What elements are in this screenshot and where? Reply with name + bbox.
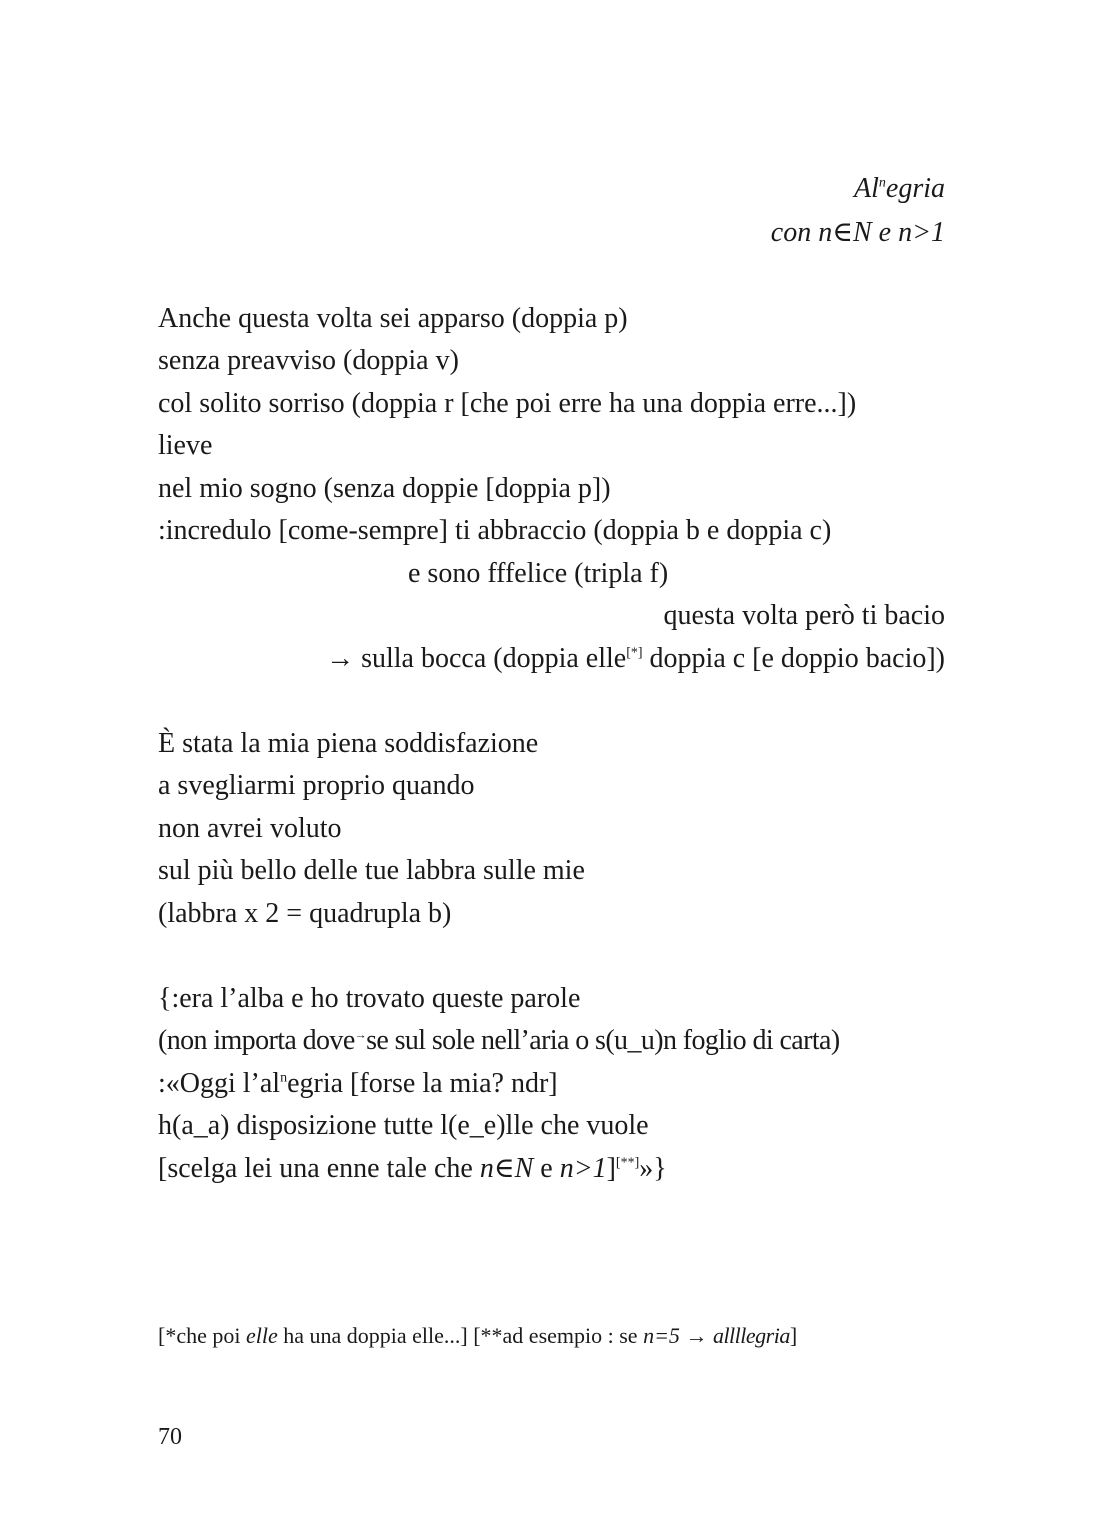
subtitle-con: con <box>770 217 819 248</box>
line9-part-b: doppia c [e doppio bacio]) <box>642 643 945 674</box>
line3-part-b: egria [forse la mia? ndr] <box>287 1068 558 1099</box>
title-superscript: n <box>878 175 886 191</box>
line5-part-a: [scelga lei una enne tale che <box>158 1153 480 1184</box>
subtitle-e: e <box>871 217 899 248</box>
subtitle-element-of: ∈ <box>832 217 853 248</box>
subtitle-n: n <box>818 217 833 248</box>
stanza2-line3: non avrei voluto <box>158 813 342 844</box>
line5-set-N: N <box>514 1153 534 1184</box>
stanza2-line5: (labbra x 2 = quadrupla b) <box>158 898 452 929</box>
footnote-part-b: ha una doppia elle...] [**ad esempio : se <box>277 1323 644 1348</box>
stanza1-line7: e sono fffelice (tripla f) <box>408 558 669 589</box>
stanza1-line4: lieve <box>158 430 213 461</box>
footnote-word: allllegria <box>712 1323 790 1348</box>
line2-part-b: se sul sole nell’aria o s(u_u)n foglio di carta) <box>366 1025 840 1056</box>
line5-element-of: ∈ <box>493 1153 515 1184</box>
stanza1-line2: senza preavviso (doppia v) <box>158 345 459 376</box>
footnote-marker-2: [**] <box>615 1155 640 1171</box>
poem-title <box>854 172 945 206</box>
stanza1-line8: questa volta però ti bacio <box>663 600 945 631</box>
line3-part-a: :«Oggi l’al <box>158 1068 281 1099</box>
stanza1-line6: :incredulo [come-sempre] ti abbraccio (doppia b e doppia c) <box>158 515 832 546</box>
stanza2-line1: È stata la mia piena soddisfazione <box>158 728 539 759</box>
line5-close-bracket: ] <box>606 1153 616 1184</box>
line5-end: »} <box>639 1153 667 1184</box>
stanza3-line2 <box>158 1024 840 1058</box>
line2-part-a: (non importa dove <box>158 1025 355 1056</box>
footnote-n5: n=5 <box>643 1323 680 1348</box>
stanza2-line4: sul più bello delle tue labbra sulle mie <box>158 855 585 886</box>
footnote-elle: elle <box>245 1323 278 1348</box>
stanza1-line3: col solito sorriso (doppia r [che poi erre ha una doppia erre...]) <box>158 388 857 419</box>
page-number: 70 <box>158 1424 182 1450</box>
stanza1-line5: nel mio sogno (senza doppie [doppia p]) <box>158 473 611 504</box>
stanza3-line1: {:era l’alba e ho trovato queste parole <box>158 983 581 1014</box>
stanza1-line9 <box>326 642 945 676</box>
poem-subtitle <box>771 216 945 250</box>
title-suffix: egria <box>885 173 945 204</box>
line9-part-a: → sulla bocca (doppia elle <box>326 643 627 674</box>
line5-e: e <box>533 1153 560 1184</box>
footnote-part-a: [*che poi <box>158 1323 246 1348</box>
arrow-glyph: → <box>354 1027 367 1042</box>
stanza3-line4: h(a_a) disposizione tutte l(e_e)lle che vuole <box>158 1110 649 1141</box>
footnote-close: ] <box>789 1323 798 1348</box>
line5-n: n <box>479 1153 494 1184</box>
subtitle-condition: n>1 <box>898 217 945 248</box>
footnote <box>158 1322 797 1350</box>
footnote-marker-1: [*] <box>626 645 643 661</box>
stanza1-line1: Anche questa volta sei apparso (doppia p) <box>158 303 628 334</box>
stanza3-line5 <box>158 1152 667 1186</box>
subtitle-set-N: N <box>852 217 872 248</box>
footnote-arrow: → <box>679 1323 713 1348</box>
line3-superscript: n <box>280 1070 288 1086</box>
title-prefix: Al <box>854 173 879 204</box>
stanza3-line3 <box>158 1067 558 1101</box>
line5-condition: n>1 <box>559 1153 607 1184</box>
stanza2-line2: a svegliarmi proprio quando <box>158 770 475 801</box>
